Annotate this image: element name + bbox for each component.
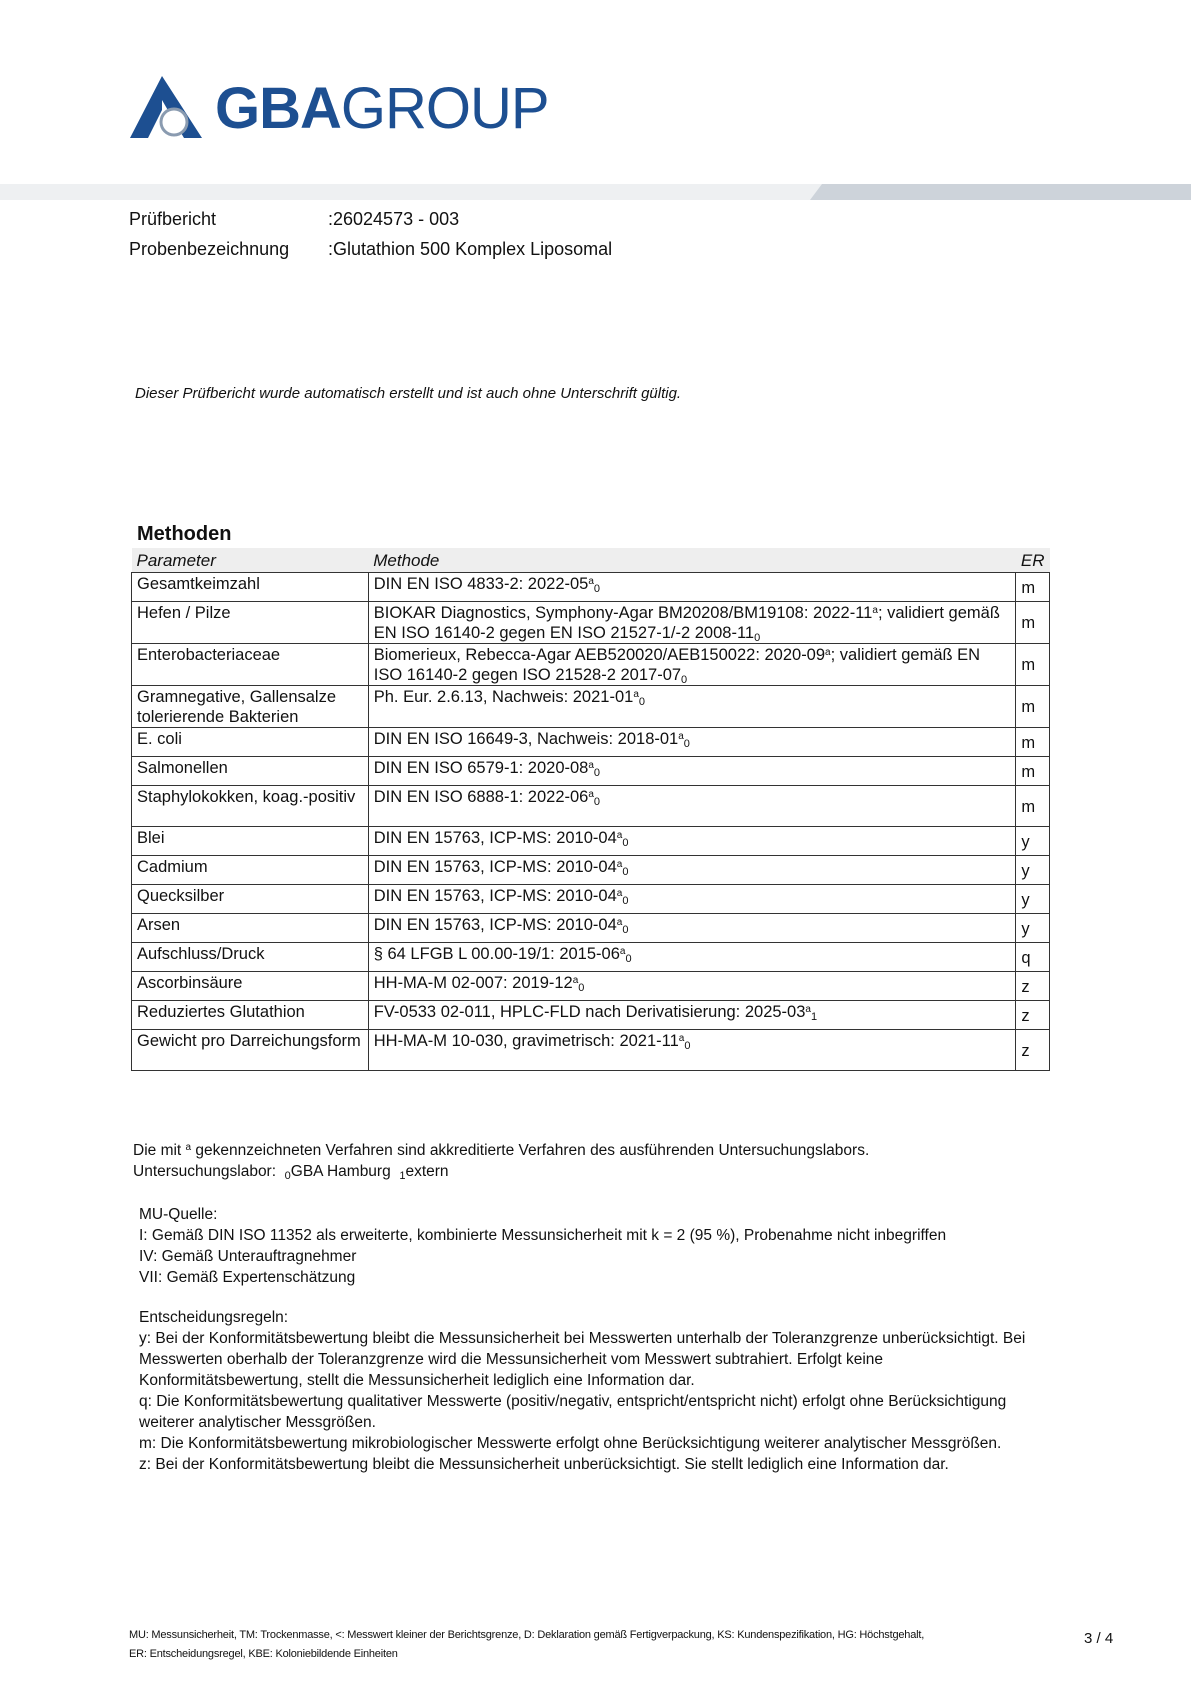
table-row xyxy=(132,573,1050,602)
methode-text-cont: ; validiert gemäß EN ISO 16140-2 gegen EN ISO 21527-1/-2 2008-11 xyxy=(373,604,1000,642)
methode-text: DIN EN ISO 6888-1: 2022-06 xyxy=(373,788,589,806)
accredited-mark: a xyxy=(825,647,831,658)
parameter-cell: E. coli xyxy=(132,728,369,757)
decision-line: q: Die Konformitätsbewertung qualitativer Messwerte (positiv/negativ, entspricht/entspricht nicht) erfolgt ohne Berücksichtigung xyxy=(139,1393,1007,1410)
lab-index: 0 xyxy=(593,583,601,595)
table-row xyxy=(132,914,1050,943)
lab-index: 0 xyxy=(681,674,688,686)
accredited-mark: a xyxy=(616,888,623,899)
methods-table xyxy=(131,548,1050,1071)
mu-line: VII: Gemäß Expertenschätzung xyxy=(139,1269,356,1286)
accredited-mark: a xyxy=(678,731,684,742)
decision-line: m: Die Konformitätsbewertung mikrobiologischer Messwerte erfolgt ohne Berücksichtigung weiterer analytischer Messgrößen. xyxy=(139,1435,1002,1452)
er-cell: m xyxy=(1016,757,1050,786)
mu-section xyxy=(139,1204,946,1288)
methode-cell xyxy=(368,786,1016,827)
accredited-mark: a xyxy=(572,975,579,986)
parameter-cell: Cadmium xyxy=(132,856,369,885)
gba-logo-mark-icon xyxy=(130,76,202,138)
lab-index: 0 xyxy=(622,924,629,936)
parameter-cell: Staphylokokken, koag.-positiv xyxy=(132,786,369,827)
parameter-cell: Gewicht pro Darreichungsform xyxy=(132,1030,369,1071)
col-er: ER xyxy=(1016,548,1050,573)
er-cell: m xyxy=(1016,728,1050,757)
methode-text: § 64 LFGB L 00.00-19/1: 2015-06 xyxy=(373,945,620,963)
lab-index: 0 xyxy=(683,738,690,750)
er-cell: y xyxy=(1016,914,1050,943)
parameter-cell: Quecksilber xyxy=(132,885,369,914)
lab0-index: 0 xyxy=(284,1170,291,1182)
table-row xyxy=(132,972,1050,1001)
mu-line: I: Gemäß DIN ISO 11352 als erweiterte, kombinierte Messunsicherheit mit k = 2 (95 %), Probenahme nicht inbegriffen xyxy=(139,1227,947,1244)
gba-group-logo xyxy=(130,76,570,142)
table-row xyxy=(132,943,1050,972)
probenbezeichnung-value: :Glutathion 500 Komplex Liposomal xyxy=(328,239,613,259)
col-parameter: Parameter xyxy=(132,548,369,573)
methode-text: Biomerieux, Rebecca-Agar AEB520020/AEB150022: 2020-09 xyxy=(373,646,826,664)
decision-line: Messwerten oberhalb der Toleranzgrenze wird die Messunsicherheit vom Messwert subtrahiert. Erfolgt keine xyxy=(139,1351,884,1368)
mu-line: IV: Gemäß Unterauftragnehmer xyxy=(139,1248,357,1265)
accredited-mark: a xyxy=(678,1033,685,1044)
parameter-cell: Reduziertes Glutathion xyxy=(132,1001,369,1030)
header-band xyxy=(0,184,1191,200)
table-row xyxy=(132,885,1050,914)
accredited-mark: a xyxy=(588,789,594,800)
pruefbericht-value: :26024573 - 003 xyxy=(328,209,460,229)
er-cell: y xyxy=(1016,856,1050,885)
methode-cell xyxy=(368,914,1016,943)
er-cell: z xyxy=(1016,972,1050,1001)
er-cell: y xyxy=(1016,885,1050,914)
parameter-cell: Hefen / Pilze xyxy=(132,602,369,644)
methode-cell xyxy=(368,943,1016,972)
lab-index: 0 xyxy=(684,1040,691,1052)
lab-index: 0 xyxy=(593,796,601,808)
parameter-cell: Gramnegative, Gallensalze tolerierende Bakterien xyxy=(132,686,369,728)
methode-cell xyxy=(368,602,1016,644)
table-row xyxy=(132,1001,1050,1030)
er-cell: y xyxy=(1016,827,1050,856)
logo-gba-text: GBA xyxy=(215,76,341,141)
methode-cell xyxy=(368,757,1016,786)
methode-cell xyxy=(368,728,1016,757)
accredited-mark: a xyxy=(588,576,594,587)
table-row xyxy=(132,644,1050,686)
methode-cell xyxy=(368,686,1016,728)
methode-text: DIN EN 15763, ICP-MS: 2010-04 xyxy=(373,916,617,934)
methode-text: DIN EN 15763, ICP-MS: 2010-04 xyxy=(373,887,617,905)
methode-cell xyxy=(368,573,1016,602)
methode-text: DIN EN 15763, ICP-MS: 2010-04 xyxy=(373,829,617,847)
footer-legend xyxy=(129,1626,924,1664)
footer-line-1: MU: Messunsicherheit, TM: Trockenmasse, <: Messwert kleiner der Berichtsgrenze, D: Deklaration gemäß Fertigverpackung, KS: Kundenspezifikation, HG: Höchstgehalt, xyxy=(129,1629,925,1641)
probenbezeichnung-label: Probenbezeichnung xyxy=(129,239,290,259)
lab-index: 0 xyxy=(638,696,645,708)
methode-cell xyxy=(368,1001,1016,1030)
accredited-mark: a xyxy=(805,1004,811,1015)
table-row xyxy=(132,602,1050,644)
er-cell: z xyxy=(1016,1030,1050,1071)
methode-text: DIN EN 15763, ICP-MS: 2010-04 xyxy=(373,858,617,876)
lab-index: 0 xyxy=(622,866,629,878)
parameter-cell: Blei xyxy=(132,827,369,856)
accredited-note xyxy=(133,1140,869,1161)
accredited-mark: a xyxy=(616,830,623,841)
er-cell: m xyxy=(1016,573,1050,602)
lab-index: 0 xyxy=(754,632,761,644)
accredited-post: gekennzeichneten Verfahren sind akkreditierte Verfahren des ausführenden Untersuchungslabors. xyxy=(195,1142,870,1159)
lab1-index: 1 xyxy=(399,1170,406,1182)
table-row xyxy=(132,757,1050,786)
logo-group-text: GROUP xyxy=(340,76,549,141)
table-row xyxy=(132,1030,1050,1071)
methode-cell xyxy=(368,1030,1016,1071)
parameter-cell: Arsen xyxy=(132,914,369,943)
methode-text: DIN EN ISO 4833-2: 2022-05 xyxy=(373,575,589,593)
methode-text: DIN EN ISO 6579-1: 2020-08 xyxy=(373,759,589,777)
methode-cell xyxy=(368,972,1016,1001)
table-row xyxy=(132,686,1050,728)
lab-index: 0 xyxy=(622,837,629,849)
parameter-cell: Enterobacteriaceae xyxy=(132,644,369,686)
logo-wordmark xyxy=(215,76,549,142)
er-cell: z xyxy=(1016,1001,1050,1030)
pruefbericht-label: Prüfbericht xyxy=(129,209,217,229)
lab-index: 0 xyxy=(622,895,629,907)
er-cell: m xyxy=(1016,602,1050,644)
er-cell: q xyxy=(1016,943,1050,972)
er-cell: m xyxy=(1016,686,1050,728)
table-row xyxy=(132,856,1050,885)
methods-title: Methoden xyxy=(137,523,232,545)
decision-title: Entscheidungsregeln: xyxy=(139,1309,289,1326)
accredited-mark: a xyxy=(619,946,626,957)
decision-line: Konformitätsbewertung, stellt die Messunsicherheit lediglich eine Information dar. xyxy=(139,1372,695,1389)
accredited-mark: a xyxy=(616,917,623,928)
auto-generated-notice: Dieser Prüfbericht wurde automatisch erstellt und ist auch ohne Unterschrift gültig. xyxy=(135,385,682,402)
lab-index: 0 xyxy=(593,767,601,779)
methode-text: FV-0533 02-011, HPLC-FLD nach Derivatisierung: 2025-03 xyxy=(373,1003,806,1021)
methode-text: HH-MA-M 02-007: 2019-12 xyxy=(373,974,573,992)
mu-title: MU-Quelle: xyxy=(139,1206,218,1223)
parameter-cell: Ascorbinsäure xyxy=(132,972,369,1001)
accredited-mark: a xyxy=(633,689,639,700)
lab0-name: GBA Hamburg xyxy=(290,1163,391,1180)
decision-section xyxy=(139,1307,1079,1475)
lab-index: 1 xyxy=(810,1011,818,1023)
col-methode: Methode xyxy=(368,548,1016,573)
accredited-pre: Die mit xyxy=(133,1142,182,1159)
lab1-name: extern xyxy=(405,1163,449,1180)
methods-header-row xyxy=(132,548,1050,573)
parameter-cell: Aufschluss/Druck xyxy=(132,943,369,972)
methode-text: DIN EN ISO 16649-3, Nachweis: 2018-01 xyxy=(373,730,679,748)
methode-cell xyxy=(368,856,1016,885)
accredited-mark: a xyxy=(185,1142,192,1153)
page-number: 3 / 4 xyxy=(1084,1630,1114,1647)
er-cell: m xyxy=(1016,786,1050,827)
table-row xyxy=(132,827,1050,856)
decision-line: weiterer analytischer Messgrößen. xyxy=(139,1414,376,1431)
parameter-cell: Salmonellen xyxy=(132,757,369,786)
methode-text: BIOKAR Diagnostics, Symphony-Agar BM20208/BM19108: 2022-11 xyxy=(373,604,873,622)
methods-body xyxy=(132,573,1050,1071)
lab-label: Untersuchungslabor: xyxy=(133,1163,277,1180)
methode-cell xyxy=(368,885,1016,914)
methode-cell xyxy=(368,827,1016,856)
decision-line: y: Bei der Konformitätsbewertung bleibt die Messunsicherheit bei Messwerten unterhalb der Toleranzgrenze unberücksichtigt. Bei xyxy=(139,1330,1026,1347)
footer-line-2: ER: Entscheidungsregel, KBE: Koloniebildende Einheiten xyxy=(129,1648,398,1660)
table-row xyxy=(132,728,1050,757)
lab-legend xyxy=(133,1161,449,1182)
lab-index: 0 xyxy=(578,982,585,994)
accredited-mark: a xyxy=(616,859,623,870)
accredited-mark: a xyxy=(588,760,594,771)
methode-text: HH-MA-M 10-030, gravimetrisch: 2021-11 xyxy=(373,1032,679,1050)
methode-text: Ph. Eur. 2.6.13, Nachweis: 2021-01 xyxy=(373,688,634,706)
er-cell: m xyxy=(1016,644,1050,686)
lab-index: 0 xyxy=(625,953,632,965)
methode-cell xyxy=(368,644,1016,686)
parameter-cell: Gesamtkeimzahl xyxy=(132,573,369,602)
methode-text-cont: ; validiert gemäß EN ISO 16140-2 gegen ISO 21528-2 2017-07 xyxy=(373,646,981,684)
table-row xyxy=(132,786,1050,827)
decision-line: z: Bei der Konformitätsbewertung bleibt die Messunsicherheit unberücksichtigt. Sie stellt lediglich eine Information dar. xyxy=(139,1456,949,1473)
accredited-mark: a xyxy=(872,605,878,616)
